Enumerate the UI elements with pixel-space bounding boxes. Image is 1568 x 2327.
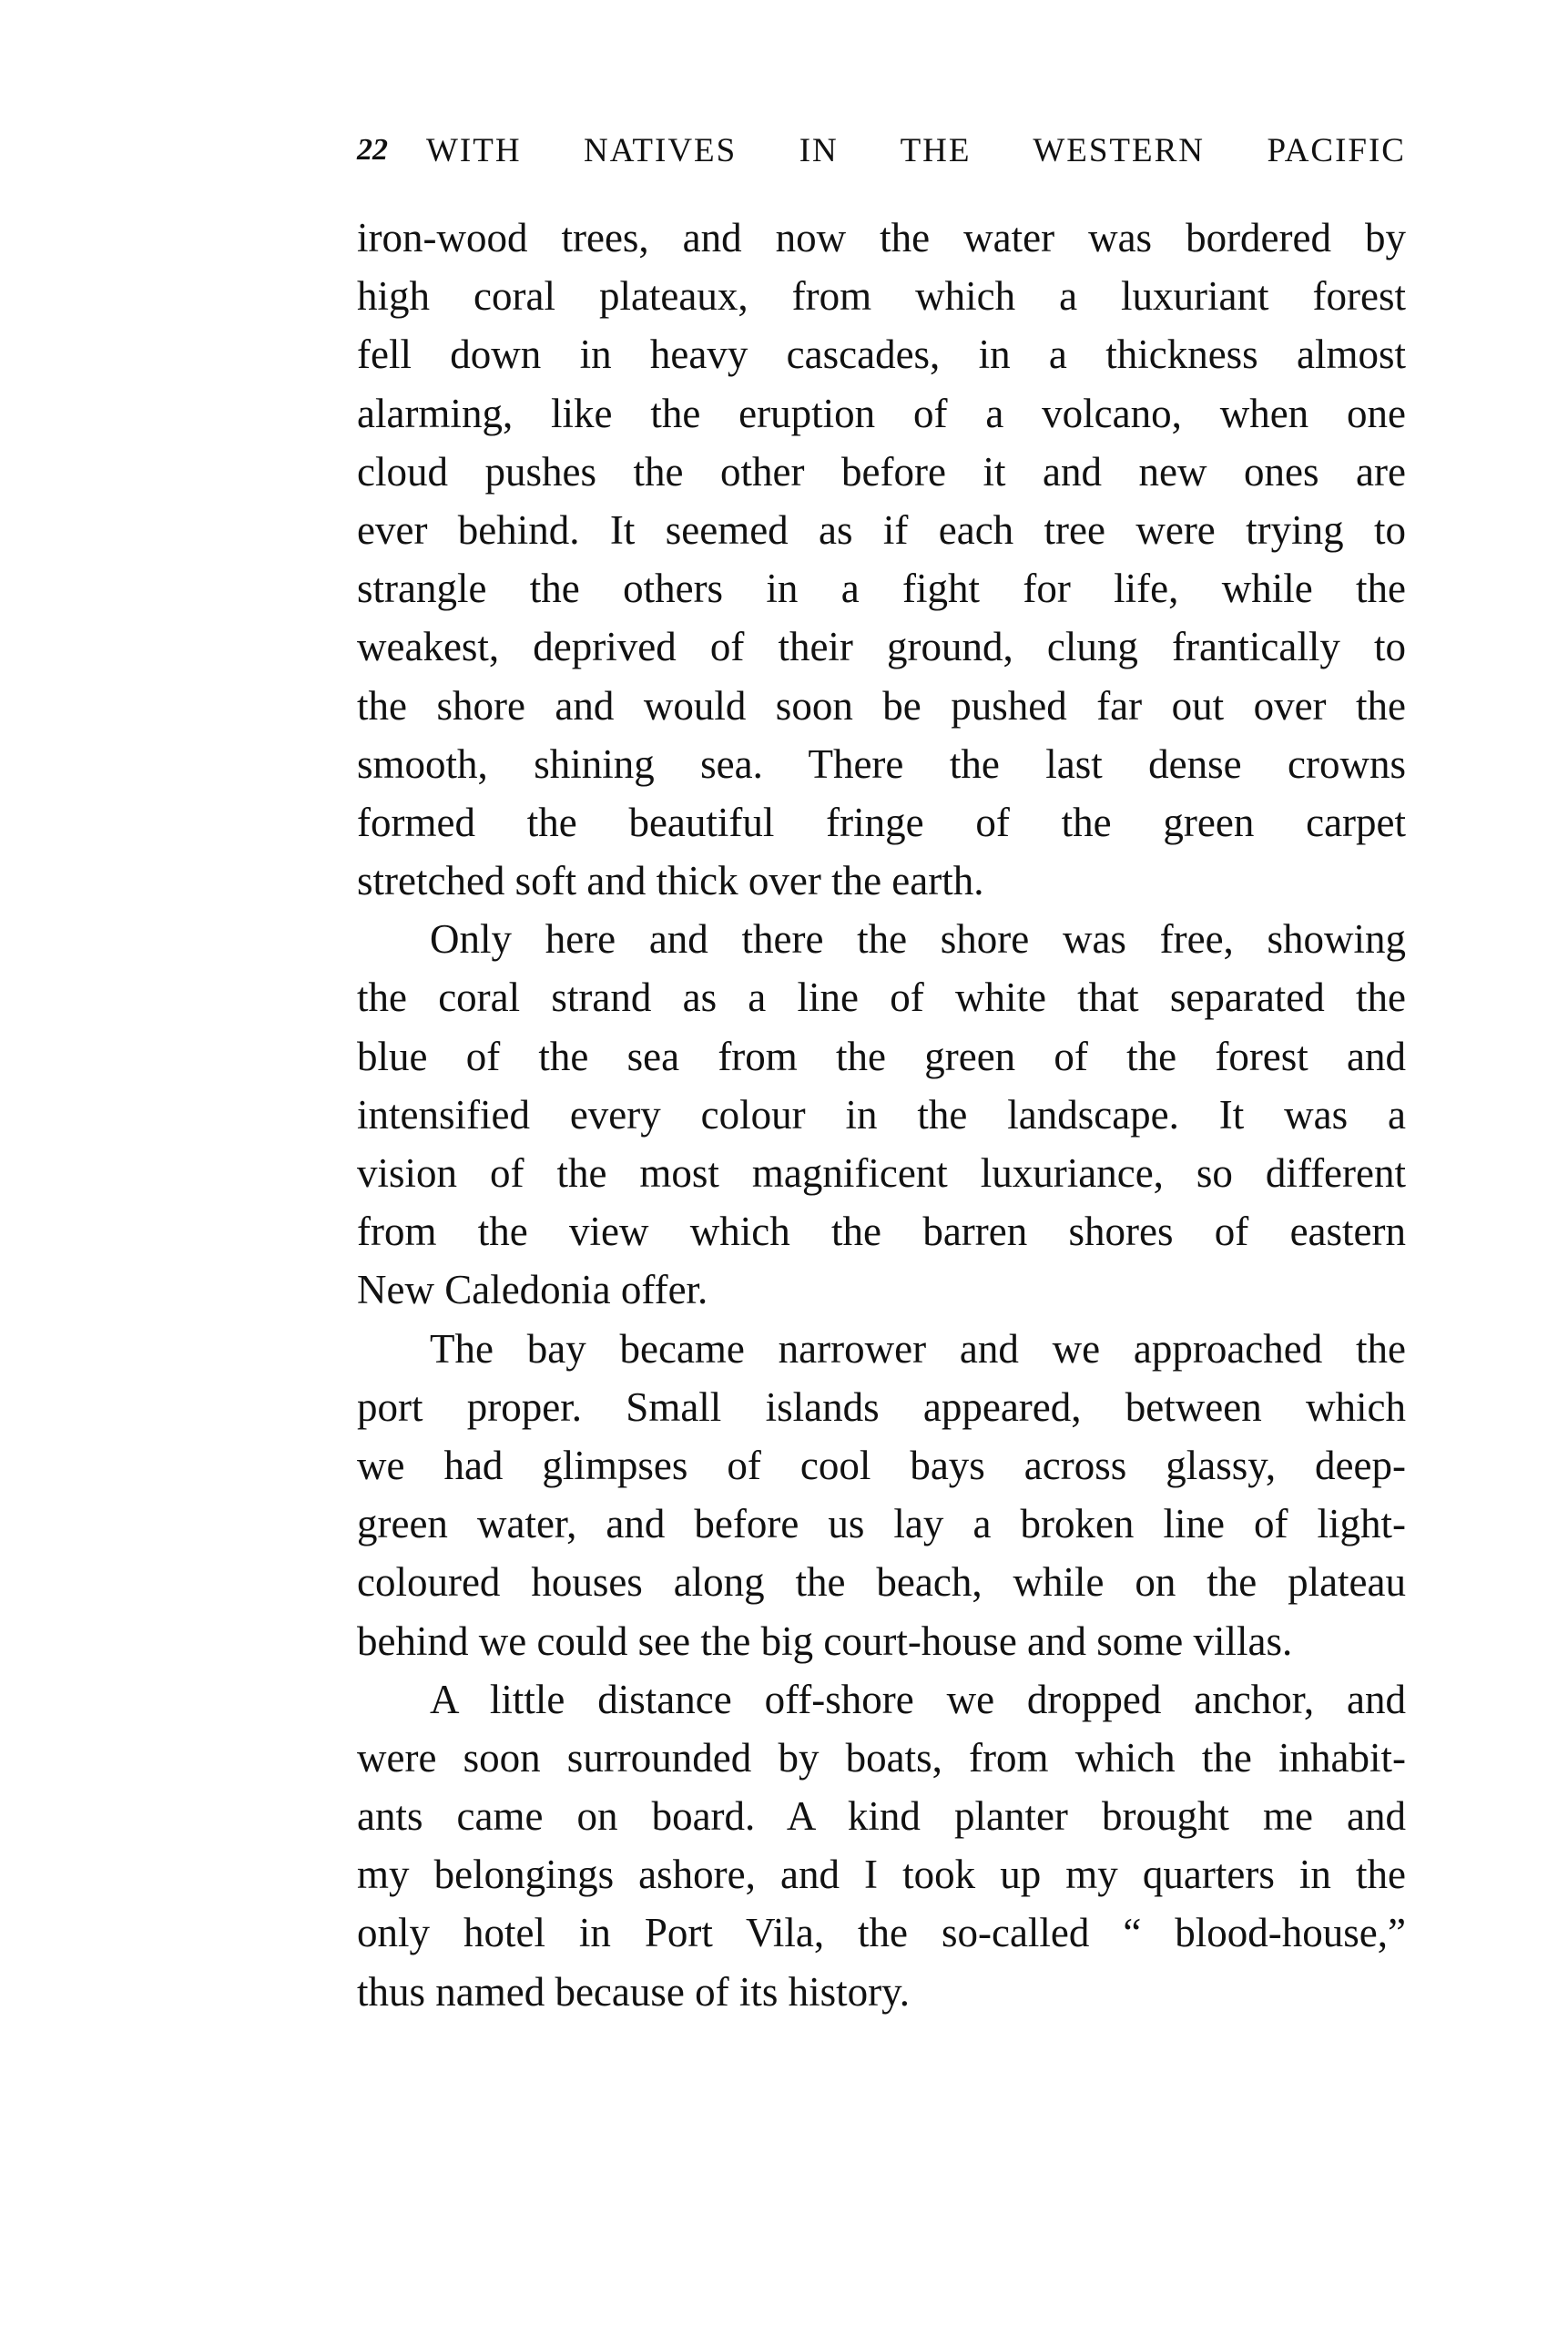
text-line: ants came on board. A kind planter brought me and (357, 1793, 1406, 1840)
paragraph (357, 1670, 1406, 2021)
text-line: the coral strand as a line of white that separated the (357, 975, 1406, 1021)
text-line: Only here and there the shore was free, showing (430, 916, 1406, 963)
text-line: green water, and before us lay a broken line of light- (357, 1501, 1406, 1547)
text-line: intensified every colour in the landscape. It was a (357, 1091, 1406, 1138)
running-header (357, 128, 1406, 173)
text-line: strangle the others in a fight for life, while the (357, 566, 1406, 612)
text-line: fell down in heavy cascades, in a thickness almost (357, 332, 1406, 378)
text-line: port proper. Small islands appeared, between which (357, 1383, 1406, 1430)
text-line: formed the beautiful fringe of the green carpet (357, 799, 1406, 845)
text-line: the shore and would soon be pushed far out over the (357, 682, 1406, 729)
paragraph (357, 1320, 1406, 1670)
text-line: high coral plateaux, from which a luxuriant forest (357, 273, 1406, 320)
text-line: alarming, like the eruption of a volcano, when one (357, 390, 1406, 436)
text-line: blue of the sea from the green of the forest and (357, 1033, 1406, 1079)
page-number: 22 (357, 133, 388, 167)
paragraph (357, 209, 1406, 910)
text-line: from the view which the barren shores of eastern (357, 1209, 1406, 1255)
text-line: vision of the most magnificent luxuriance, so different (357, 1150, 1406, 1196)
text-line: coloured houses along the beach, while on the plateau (357, 1559, 1406, 1606)
text-line: thus named because of its history. (357, 1968, 910, 2015)
text-line: cloud pushes the other before it and new ones are (357, 448, 1406, 495)
text-line: only hotel in Port Vila, the so-called “ blood-house,” (357, 1910, 1406, 1956)
text-line: we had glimpses of cool bays across glassy, deep- (357, 1442, 1406, 1488)
text-line: my belongings ashore, and I took up my quarters in the (357, 1852, 1406, 1898)
text-line: were soon surrounded by boats, from which the inhabit- (357, 1734, 1406, 1781)
text-line: smooth, shining sea. There the last dense crowns (357, 740, 1406, 787)
text-line: A little distance off-shore we dropped anchor, and (430, 1676, 1406, 1722)
text-line: iron-wood trees, and now the water was bordered by (357, 215, 1406, 260)
text-line: The bay became narrower and we approached the (430, 1325, 1406, 1372)
text-line: ever behind. It seemed as if each tree were trying to (357, 506, 1406, 553)
running-title: WITH NATIVES IN THE WESTERN PACIFIC (426, 131, 1406, 169)
text-line: New Caledonia offer. (357, 1267, 708, 1313)
text-line: stretched soft and thick over the earth. (357, 858, 984, 904)
text-line: behind we could see the big court-house and some villas. (357, 1618, 1293, 1664)
paragraph (357, 910, 1406, 1319)
page-body (357, 209, 1406, 2021)
text-line: weakest, deprived of their ground, clung frantically to (357, 624, 1406, 670)
